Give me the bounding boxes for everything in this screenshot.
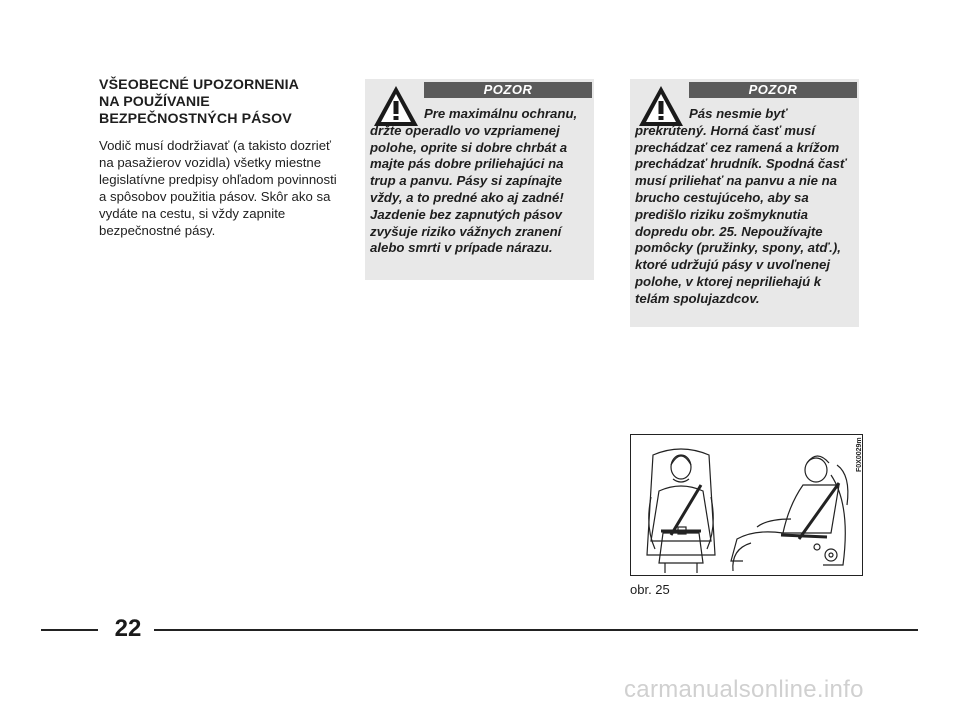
figure-caption: obr. 25	[630, 582, 670, 597]
figure-code: F0X0029m	[856, 437, 863, 472]
section-heading	[99, 77, 339, 128]
warning-text: Pre maximálnu ochranu, držte operadlo vo vzpriamenej polohe, oprite si dobre chrbát a majte pás dobre priliehajúci na trup a panvu. Pásy si zapínajte vždy, a to predné ako aj zadné! Jazdenie bez zapnutých pásov zvyšuje riziko vážnych zranení alebo smrti v prípade nárazu.	[370, 106, 578, 256]
section-body-text: Vodič musí dodržiavať (a takisto dozrieť na pasažierov vozidla) všetky miestne legislatívne predpisy ohľadom povinnosti a spôsobov použitia pásov. Skôr ako sa vydáte na cestu, si vždy zapnite bezpečnostné pásy.	[99, 138, 337, 238]
seatbelt-drawing	[631, 435, 864, 577]
watermark: carmanualsonline.info	[624, 676, 864, 703]
warning-box-1	[365, 79, 594, 280]
side-view-passenger	[731, 456, 848, 571]
seatbelt-illustration	[630, 434, 863, 576]
warning-text: Pás nesmie byť prekrútený. Horná časť musí prechádzať cez ramená a krížom prechádzať hrudník. Spodná časť musí priliehať na panvu a nie na brucho cestujúceho, aby sa predišlo riziku zošmyknutia dopredu obr. 25. Nepoužívajte pomôcky (pružinky, spony, atď.), ktoré udržujú pásy v uvoľnenej polohe, v ktorej nepriliehajú k telám spolujazdcov.	[635, 106, 847, 306]
page-number: 22	[114, 615, 142, 642]
warning-label: POZOR	[424, 82, 592, 98]
warning-label: POZOR	[689, 82, 857, 98]
warning-box-2	[630, 79, 859, 327]
heading-line-3: BEZPEČNOSTNÝCH PÁSOV	[99, 111, 292, 127]
front-view-passenger	[647, 449, 715, 573]
footer-rule-left	[41, 629, 98, 631]
heading-line-2: NA POUŽÍVANIE	[99, 94, 210, 110]
heading-line-1: VŠEOBECNÉ UPOZORNENIA	[99, 77, 299, 93]
footer-rule-right	[154, 629, 918, 631]
